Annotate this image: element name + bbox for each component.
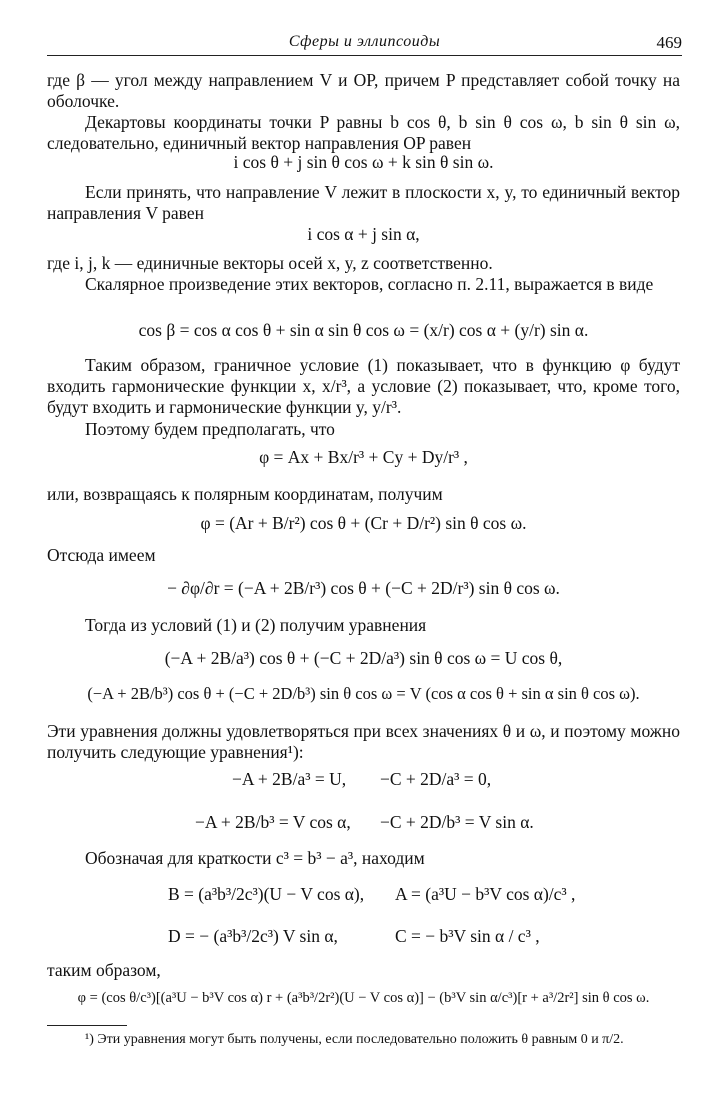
equation-phi-polar: φ = (Ar + B/r²) cos θ + (Cr + D/r²) sin θ cos ω.: [200, 513, 527, 533]
paragraph-4: где i, j, k — единичные векторы осей x, y, z соответственно.: [47, 253, 493, 273]
paragraph-12: Обозначая для краткости c³ = b³ − a³, находим: [85, 848, 425, 868]
equation-system-a2: −A + 2B/b³ = V cos α,: [195, 812, 351, 832]
equation-d-value: D = − (a³b³/2c³) V sin α,: [168, 926, 338, 946]
footnote: [47, 1031, 680, 1049]
equation-phi-cartesian: φ = Ax + Bx/r³ + Cy + Dy/r³ ,: [259, 447, 468, 467]
equation-condition-2: (−A + 2B/b³) cos θ + (−C + 2D/b³) sin θ cos ω = V (cos α cos θ + sin α sin θ cos ω).: [87, 684, 640, 703]
paragraph-2: Декартовы координаты точки P равны b cos θ, b sin θ cos ω, b sin θ sin ω, следовательно, единичный вектор направления OP равен: [47, 112, 680, 153]
equation-unit-vector-op: i cos θ + j sin θ cos ω + k sin θ sin ω.: [233, 152, 494, 172]
equation-phi-final: φ = (cos θ/c³)[(a³U − b³V cos α) r + (a³b³/2r²)(U − V cos α)] − (b³V sin α/c³)[r + a³/2r²] sin θ cos ω.: [77, 990, 650, 1006]
equation-unit-vector-v: i cos α + j sin α,: [307, 224, 420, 244]
equation-a-value: A = (a³U − b³V cos α)/c³ ,: [395, 884, 576, 904]
running-header: [47, 33, 682, 56]
equation-system-c2: −C + 2D/b³ = V sin α.: [380, 812, 534, 832]
equation-condition-1: (−A + 2B/a³) cos θ + (−C + 2D/a³) sin θ cos ω = U cos θ,: [164, 648, 563, 668]
paragraph-6: Таким образом, граничное условие (1) показывает, что в функцию φ будут входить гармонические функции x, x/r³, а условие (2) показывает, что, кроме того, будут входить и гармонические функции y, y/r³.: [47, 355, 680, 417]
paragraph-10: Тогда из условий (1) и (2) получим уравнения: [85, 615, 427, 635]
footnote-text: ¹) Эти уравнения могут быть получены, если последовательно положить θ равным 0 и π/2.: [85, 1032, 624, 1047]
page-number: 469: [656, 33, 682, 52]
equation-cos-beta: cos β = cos α cos θ + sin α sin θ cos ω = (x/r) cos α + (y/r) sin α.: [138, 320, 589, 340]
equation-c-value: C = − b³V sin α / c³ ,: [395, 926, 540, 946]
paragraph-7: Поэтому будем предполагать, что: [85, 419, 335, 439]
paragraph-5: Скалярное произведение этих векторов, согласно п. 2.11, выражается в виде: [85, 274, 654, 294]
equation-dphi-dr: − ∂φ/∂r = (−A + 2B/r³) cos θ + (−C + 2D/r³) sin θ cos ω.: [167, 578, 560, 598]
running-title: Сферы и эллипсоиды: [288, 33, 441, 50]
paragraph-1: где β — угол между направлением V и OP, причем P представляет собой точку на оболочке.: [47, 70, 680, 111]
paragraph-8: или, возвращаясь к полярным координатам, получим: [47, 484, 443, 504]
equation-b-value: B = (a³b³/2c³)(U − V cos α),: [168, 884, 365, 904]
footnote-rule: [47, 1025, 127, 1026]
paragraph-11: Эти уравнения должны удовлетворяться при всех значениях θ и ω, и поэтому можно получить следующие уравнения¹):: [47, 721, 680, 762]
equation-system-a1: −A + 2B/a³ = U,: [232, 769, 347, 789]
paragraph-13: таким образом,: [47, 960, 161, 980]
equation-system-c1: −C + 2D/a³ = 0,: [380, 769, 492, 789]
paragraph-3: Если принять, что направление V лежит в плоскости x, y, то единичный вектор направления V равен: [47, 182, 680, 223]
paragraph-9: Отсюда имеем: [47, 545, 156, 565]
